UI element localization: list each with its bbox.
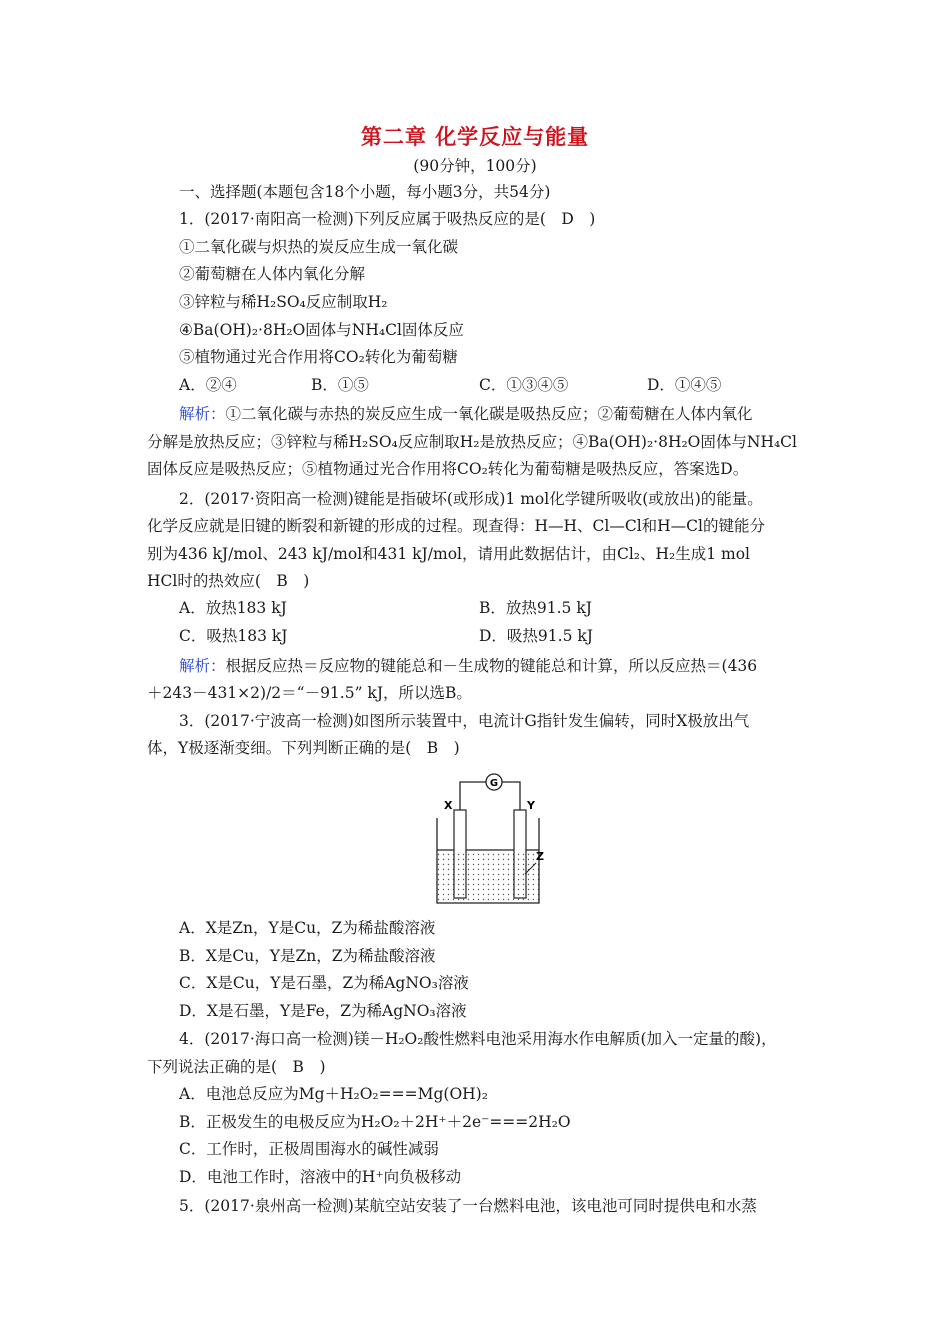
chapter-title: 第二章 化学反应与能量	[360, 125, 590, 149]
q3-option-a: A．X是Zn，Y是Cu，Z为稀盐酸溶液	[179, 919, 436, 937]
q2-stem-line-1: 2．(2017·资阳高一检测)键能是指破坏(或形成)1 mol化学键所吸收(或放出)的能量。	[179, 490, 763, 508]
q1-analysis-line-3: 固体反应是吸热反应；⑤植物通过光合作用将CO₂转化为葡萄糖是吸热反应，答案选D。	[147, 460, 749, 478]
q1-stem: 1．(2017·南阳高一检测)下列反应属于吸热反应的是( D )	[179, 210, 596, 228]
q2-stem-line-2: 化学反应就是旧键的断裂和新键的形成的过程。现查得：H—H、Cl—Cl和H—Cl的键能分	[147, 517, 766, 535]
q1-item-5: ⑤植物通过光合作用将CO₂转化为葡萄糖	[179, 348, 458, 366]
q4-option-a: A．电池总反应为Mg＋H₂O₂===Mg(OH)₂	[179, 1085, 488, 1103]
q1-item-2: ②葡萄糖在人体内氧化分解	[179, 265, 366, 283]
q1-option-a: A．②④	[179, 376, 237, 394]
q2-analysis-label: 解析：	[179, 657, 226, 675]
galvanic-cell-diagram	[426, 762, 556, 910]
solution-z-label: Z	[536, 850, 544, 863]
q3-stem-line-2: 体，Y极逐渐变细。下列判断正确的是( B )	[147, 739, 460, 757]
q5-stem-line-1: 5．(2017·泉州高一检测)某航空站安装了一台燃料电池，该电池可同时提供电和水蒸	[179, 1197, 757, 1215]
q4-option-d: D．电池工作时，溶液中的H⁺向负极移动	[179, 1168, 462, 1186]
q2-analysis-line-2: ＋243－431×2)/2＝“－91.5” kJ，所以选B。	[147, 684, 472, 702]
q4-option-b: B．正极发生的电极反应为H₂O₂＋2H⁺＋2e⁻===2H₂O	[179, 1113, 571, 1131]
q2-analysis-line-1	[179, 656, 757, 676]
q2-stem-line-3: 别为436 kJ/mol、243 kJ/mol和431 kJ/mol，请用此数据估计，由Cl₂、H₂生成1 mol	[147, 545, 751, 563]
section-heading: 一、选择题(本题包含18个小题，每小题3分，共54分)	[179, 183, 551, 201]
q3-option-d: D．X是石墨，Y是Fe，Z为稀AgNO₃溶液	[179, 1002, 467, 1020]
q2-option-b: B．放热91.5 kJ	[479, 599, 592, 617]
q4-stem-line-1: 4．(2017·海口高一检测)镁－H₂O₂酸性燃料电池采用海水作电解质(加入一定量的酸)，	[179, 1030, 777, 1048]
electrode-y-label: Y	[527, 799, 535, 812]
electrode-x-label: X	[444, 799, 453, 812]
galvanometer	[486, 774, 502, 790]
q1-analysis-line-1	[179, 404, 753, 424]
q2-analysis-text-1: 根据反应热＝反应物的键能总和－生成物的键能总和计算，所以反应热＝(436	[225, 657, 758, 675]
q1-analysis-text-1: ①二氧化碳与赤热的炭反应生成一氧化碳是吸热反应；②葡萄糖在人体内氧化	[225, 405, 753, 423]
q1-option-b: B．①⑤	[311, 376, 369, 394]
q3-stem-line-1: 3．(2017·宁波高一检测)如图所示装置中，电流计G指针发生偏转，同时X极放出气	[179, 712, 750, 730]
q2-option-c: C．吸热183 kJ	[179, 627, 288, 645]
q4-stem-line-2: 下列说法正确的是( B )	[147, 1058, 326, 1076]
q1-item-1: ①二氧化碳与炽热的炭反应生成一氧化碳	[179, 238, 459, 256]
q2-option-a: A．放热183 kJ	[179, 599, 287, 617]
exam-duration-score: (90分钟，100分)	[413, 157, 537, 175]
q2-stem-line-4: HCl时的热效应( B )	[147, 572, 310, 590]
q3-option-c: C．X是Cu，Y是石墨，Z为稀AgNO₃溶液	[179, 974, 469, 992]
q1-item-3: ③锌粒与稀H₂SO₄反应制取H₂	[179, 293, 388, 311]
q3-option-b: B．X是Cu，Y是Zn，Z为稀盐酸溶液	[179, 947, 436, 965]
q1-analysis-label: 解析：	[179, 405, 226, 423]
q2-option-d: D．吸热91.5 kJ	[479, 627, 593, 645]
q4-option-c: C．工作时，正极周围海水的碱性减弱	[179, 1140, 439, 1158]
q1-option-d: D．①④⑤	[647, 376, 722, 394]
q1-option-c: C．①③④⑤	[479, 376, 569, 394]
galvanometer-label: G	[489, 778, 499, 789]
q1-item-4: ④Ba(OH)₂·8H₂O固体与NH₄Cl固体反应	[179, 321, 464, 339]
q1-analysis-line-2: 分解是放热反应；③锌粒与稀H₂SO₄反应制取H₂是放热反应；④Ba(OH)₂·8H₂O固体与NH₄Cl	[147, 433, 798, 451]
